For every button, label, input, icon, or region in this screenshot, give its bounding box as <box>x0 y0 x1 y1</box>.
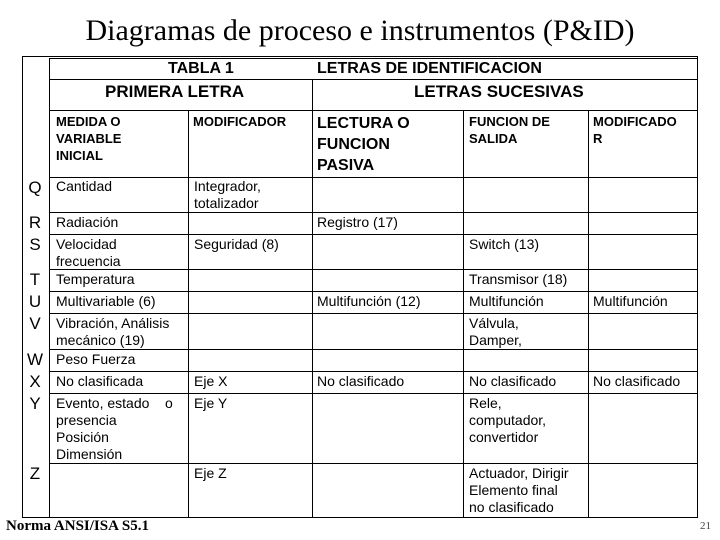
cell-output: Transmisor (18) <box>469 271 568 287</box>
page-number: 21 <box>700 520 711 532</box>
footer-standard: Norma ANSI/ISA S5.1 <box>6 518 149 534</box>
col-header-passive: LECTURA O FUNCION PASIVA <box>317 115 410 174</box>
rule-row <box>49 371 697 372</box>
cell-measure: Temperatura <box>56 271 135 287</box>
rule-row <box>49 349 697 350</box>
cell-succ-modifier: No clasificado <box>593 373 681 389</box>
cell-measure: Multivariable (6) <box>56 293 156 309</box>
col-header-output: FUNCION DE SALIDA <box>469 114 550 146</box>
cell-output: Válvula, Damper, <box>469 315 522 348</box>
rule-col <box>463 110 464 518</box>
rule-row <box>49 234 697 235</box>
cell-modifier: Integrador, totalizador <box>194 178 261 211</box>
row-letter: Z <box>29 464 41 483</box>
row-letter: R <box>28 213 42 232</box>
row-letter: V <box>29 314 41 333</box>
row-letter: Y <box>29 394 41 413</box>
table-caption: TABLA 1 <box>168 60 234 77</box>
rule-row <box>49 463 697 464</box>
cell-measure: Cantidad <box>56 178 113 194</box>
rule-top <box>49 58 697 59</box>
cell-output: Multifunción <box>469 293 544 309</box>
rule-col <box>188 110 189 518</box>
cell-succ-modifier: Multifunción <box>593 293 668 309</box>
col-header-measure: MEDIDA O VARIABLE INICIAL <box>56 114 122 163</box>
row-letter: Q <box>28 178 42 197</box>
cell-passive: Multifunción (12) <box>317 293 421 309</box>
row-letter: S <box>29 235 41 254</box>
cell-modifier: Eje Z <box>194 465 227 481</box>
table-caption-right: LETRAS DE IDENTIFICACION <box>317 60 542 77</box>
cell-output: Switch (13) <box>469 236 540 252</box>
cell-measure: Vibración, Análisis mecánico (19) <box>56 315 170 348</box>
rule-left <box>49 58 50 518</box>
rule-col <box>312 79 313 518</box>
rule-row <box>49 393 697 394</box>
row-letter: X <box>29 372 41 391</box>
cell-measure: Velocidad frecuencia <box>56 236 121 269</box>
rule-header <box>49 177 697 178</box>
cell-passive: Registro (17) <box>317 214 398 230</box>
rule-row <box>49 291 697 292</box>
rule-row <box>49 269 697 270</box>
group-first-letter: PRIMERA LETRA <box>105 82 245 101</box>
slide-title: Diagramas de proceso e instrumentos (P&ID) <box>85 14 635 47</box>
rule-row <box>49 212 697 213</box>
row-letter: W <box>26 350 44 369</box>
rule-caption <box>49 79 697 80</box>
cell-output: Actuador, Dirigir Elemento final no clasificado <box>469 465 569 515</box>
rule-group <box>49 110 697 111</box>
cell-modifier: Eje Y <box>194 395 228 411</box>
cell-modifier: Seguridad (8) <box>194 236 279 252</box>
cell-modifier: Eje X <box>194 373 228 389</box>
cell-measure: Radiación <box>56 214 119 230</box>
rule-col <box>588 110 589 518</box>
cell-output: No clasificado <box>469 373 557 389</box>
cell-output: Rele, computador, convertidor <box>469 395 547 445</box>
cell-measure: Peso Fuerza <box>56 351 136 367</box>
col-header-modifier: MODIFICADOR <box>193 114 287 129</box>
row-letter: T <box>29 270 41 289</box>
cell-passive: No clasificado <box>317 373 405 389</box>
cell-measure: Evento, estado o presencia Posición Dimensión <box>56 395 173 462</box>
col-header-succ-modifier: MODIFICADO R <box>593 114 677 146</box>
rule-row <box>49 313 697 314</box>
row-letter: U <box>28 292 42 311</box>
rule-right <box>697 58 698 518</box>
group-successive-letters: LETRAS SUCESIVAS <box>414 82 584 101</box>
cell-measure: No clasificada <box>56 373 144 389</box>
